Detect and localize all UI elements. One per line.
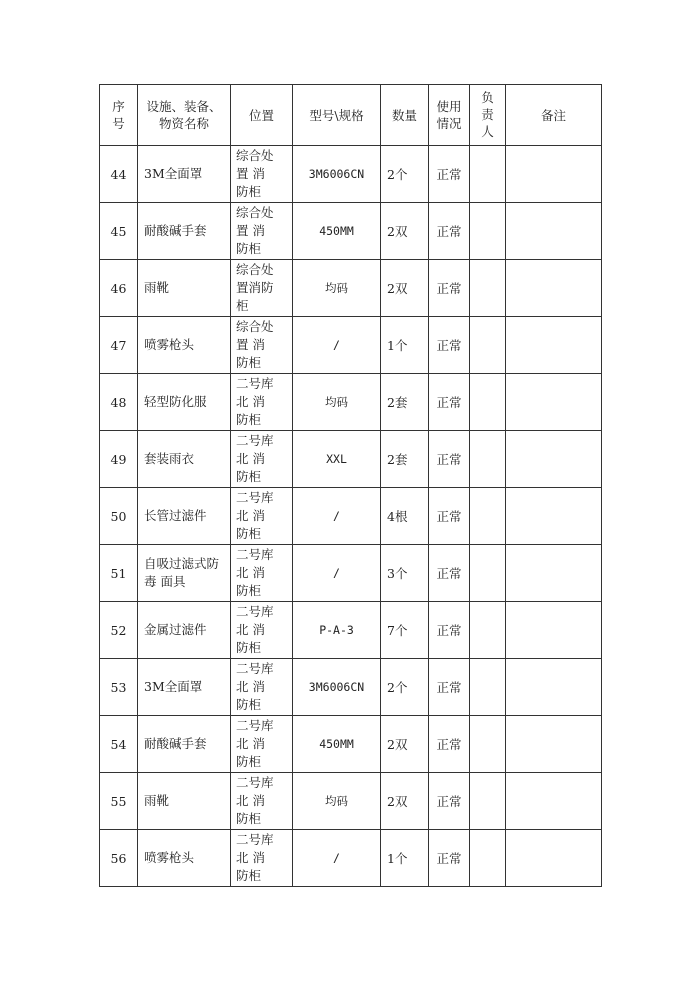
row-location: 综合处 置 消 防柜 bbox=[231, 146, 293, 203]
row-status: 正常 bbox=[429, 317, 470, 374]
row-remark bbox=[506, 317, 602, 374]
table-row bbox=[100, 203, 602, 260]
row-location: 综合处 置消防 柜 bbox=[231, 260, 293, 317]
row-no: 46 bbox=[100, 260, 138, 317]
header-location: 位置 bbox=[231, 85, 293, 146]
row-location: 综合处 置 消 防柜 bbox=[231, 203, 293, 260]
row-remark bbox=[506, 659, 602, 716]
row-responsible bbox=[470, 830, 506, 887]
row-no: 56 bbox=[100, 830, 138, 887]
row-remark bbox=[506, 146, 602, 203]
row-no: 45 bbox=[100, 203, 138, 260]
header-row bbox=[100, 85, 602, 146]
row-quantity: 2双 bbox=[381, 260, 429, 317]
row-status: 正常 bbox=[429, 146, 470, 203]
row-name: 耐酸碱手套 bbox=[138, 716, 231, 773]
row-responsible bbox=[470, 659, 506, 716]
row-remark bbox=[506, 545, 602, 602]
row-model: / bbox=[293, 830, 381, 887]
row-quantity: 2双 bbox=[381, 773, 429, 830]
row-status: 正常 bbox=[429, 203, 470, 260]
table-row bbox=[100, 260, 602, 317]
row-status: 正常 bbox=[429, 374, 470, 431]
row-responsible bbox=[470, 602, 506, 659]
row-status: 正常 bbox=[429, 830, 470, 887]
inventory-table bbox=[99, 84, 602, 887]
table-row bbox=[100, 773, 602, 830]
row-name: 轻型防化服 bbox=[138, 374, 231, 431]
row-location: 二号库 北 消 防柜 bbox=[231, 602, 293, 659]
row-quantity: 2套 bbox=[381, 431, 429, 488]
row-model: 3M6006CN bbox=[293, 659, 381, 716]
row-model: 均码 bbox=[293, 260, 381, 317]
row-responsible bbox=[470, 431, 506, 488]
table-row bbox=[100, 545, 602, 602]
row-remark bbox=[506, 716, 602, 773]
header-quantity: 数量 bbox=[381, 85, 429, 146]
row-responsible bbox=[470, 545, 506, 602]
row-name: 长管过滤件 bbox=[138, 488, 231, 545]
row-status: 正常 bbox=[429, 431, 470, 488]
header-responsible: 负责人 bbox=[470, 85, 506, 146]
row-no: 55 bbox=[100, 773, 138, 830]
row-location: 综合处 置 消 防柜 bbox=[231, 317, 293, 374]
row-quantity: 1个 bbox=[381, 317, 429, 374]
row-quantity: 2双 bbox=[381, 716, 429, 773]
row-quantity: 7个 bbox=[381, 602, 429, 659]
row-remark bbox=[506, 602, 602, 659]
row-model: 均码 bbox=[293, 773, 381, 830]
row-responsible bbox=[470, 203, 506, 260]
row-name: 雨靴 bbox=[138, 260, 231, 317]
row-no: 50 bbox=[100, 488, 138, 545]
row-status: 正常 bbox=[429, 488, 470, 545]
row-name: 3M全面罩 bbox=[138, 146, 231, 203]
header-no: 序号 bbox=[100, 85, 138, 146]
header-remark: 备注 bbox=[506, 85, 602, 146]
row-name: 耐酸碱手套 bbox=[138, 203, 231, 260]
header-name: 设施、装备、物资名称 bbox=[138, 85, 231, 146]
row-no: 52 bbox=[100, 602, 138, 659]
row-name: 金属过滤件 bbox=[138, 602, 231, 659]
row-quantity: 2双 bbox=[381, 203, 429, 260]
row-location: 二号库 北 消 防柜 bbox=[231, 830, 293, 887]
table-row bbox=[100, 659, 602, 716]
row-name: 喷雾枪头 bbox=[138, 317, 231, 374]
row-no: 51 bbox=[100, 545, 138, 602]
row-remark bbox=[506, 773, 602, 830]
row-location: 二号库 北 消 防柜 bbox=[231, 773, 293, 830]
row-remark bbox=[506, 830, 602, 887]
row-location: 二号库 北 消 防柜 bbox=[231, 545, 293, 602]
header-status: 使用情况 bbox=[429, 85, 470, 146]
row-status: 正常 bbox=[429, 602, 470, 659]
row-model: 450MM bbox=[293, 716, 381, 773]
row-no: 49 bbox=[100, 431, 138, 488]
row-location: 二号库 北 消 防柜 bbox=[231, 374, 293, 431]
row-quantity: 4根 bbox=[381, 488, 429, 545]
row-responsible bbox=[470, 773, 506, 830]
row-name: 套装雨衣 bbox=[138, 431, 231, 488]
row-model: / bbox=[293, 545, 381, 602]
row-model: 3M6006CN bbox=[293, 146, 381, 203]
table-row bbox=[100, 488, 602, 545]
table-row bbox=[100, 716, 602, 773]
row-remark bbox=[506, 374, 602, 431]
row-quantity: 2套 bbox=[381, 374, 429, 431]
row-name: 3M全面罩 bbox=[138, 659, 231, 716]
table-row bbox=[100, 602, 602, 659]
table-row bbox=[100, 431, 602, 488]
table-row bbox=[100, 146, 602, 203]
row-remark bbox=[506, 260, 602, 317]
row-location: 二号库 北 消 防柜 bbox=[231, 431, 293, 488]
row-remark bbox=[506, 203, 602, 260]
row-quantity: 2个 bbox=[381, 659, 429, 716]
row-model: / bbox=[293, 488, 381, 545]
row-model: / bbox=[293, 317, 381, 374]
row-no: 48 bbox=[100, 374, 138, 431]
row-name: 自吸过滤式防毒 面具 bbox=[138, 545, 231, 602]
row-no: 53 bbox=[100, 659, 138, 716]
row-responsible bbox=[470, 260, 506, 317]
table-row bbox=[100, 317, 602, 374]
row-no: 47 bbox=[100, 317, 138, 374]
row-responsible bbox=[470, 716, 506, 773]
row-model: 450MM bbox=[293, 203, 381, 260]
row-no: 44 bbox=[100, 146, 138, 203]
row-status: 正常 bbox=[429, 545, 470, 602]
row-model: 均码 bbox=[293, 374, 381, 431]
row-responsible bbox=[470, 374, 506, 431]
table-row bbox=[100, 374, 602, 431]
row-status: 正常 bbox=[429, 260, 470, 317]
table-row bbox=[100, 830, 602, 887]
row-remark bbox=[506, 431, 602, 488]
row-location: 二号库 北 消 防柜 bbox=[231, 716, 293, 773]
row-model: XXL bbox=[293, 431, 381, 488]
row-name: 喷雾枪头 bbox=[138, 830, 231, 887]
row-status: 正常 bbox=[429, 773, 470, 830]
row-name: 雨靴 bbox=[138, 773, 231, 830]
header-model: 型号\规格 bbox=[293, 85, 381, 146]
row-status: 正常 bbox=[429, 659, 470, 716]
row-model: P-A-3 bbox=[293, 602, 381, 659]
row-status: 正常 bbox=[429, 716, 470, 773]
row-location: 二号库 北 消 防柜 bbox=[231, 488, 293, 545]
row-responsible bbox=[470, 317, 506, 374]
row-quantity: 2个 bbox=[381, 146, 429, 203]
row-responsible bbox=[470, 488, 506, 545]
row-location: 二号库 北 消 防柜 bbox=[231, 659, 293, 716]
row-responsible bbox=[470, 146, 506, 203]
row-no: 54 bbox=[100, 716, 138, 773]
row-quantity: 3个 bbox=[381, 545, 429, 602]
row-remark bbox=[506, 488, 602, 545]
row-quantity: 1个 bbox=[381, 830, 429, 887]
